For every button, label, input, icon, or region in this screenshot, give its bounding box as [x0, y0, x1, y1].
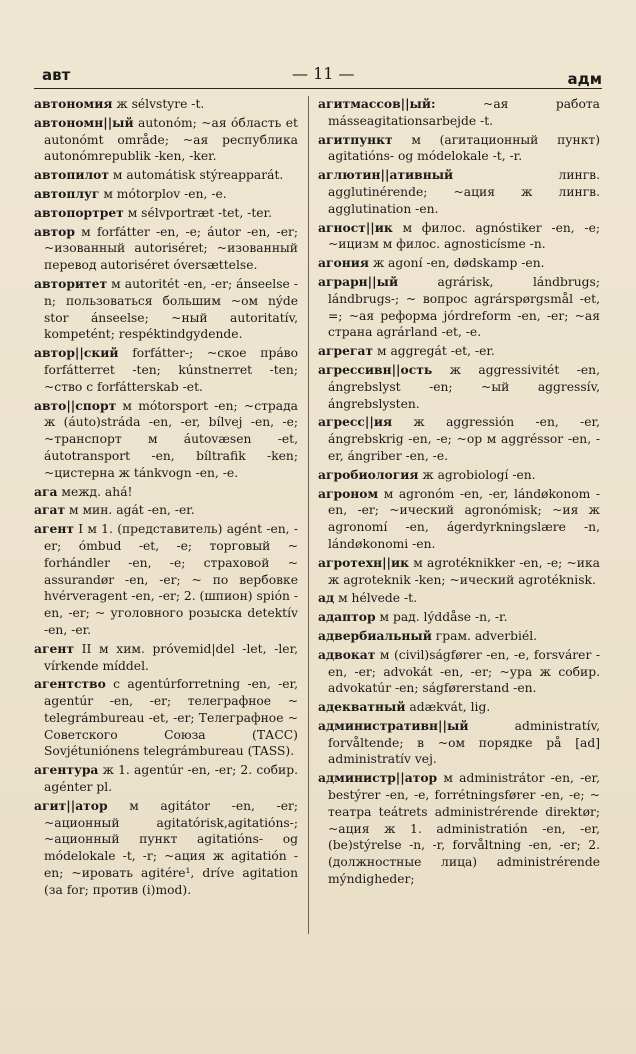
entry-headword: автор||ский	[34, 345, 119, 361]
dictionary-entry	[318, 167, 600, 217]
entry-definition: м (агитационный пункт) agitatións- og módelokale -t, -r.	[328, 132, 600, 164]
entry-headword: агент	[34, 521, 74, 537]
dictionary-entry	[318, 414, 600, 464]
dictionary-entry	[34, 798, 298, 899]
dictionary-entry	[34, 762, 298, 796]
entry-headword: авто||спорт	[34, 397, 117, 413]
entry-headword: агония	[318, 255, 369, 271]
right-guide-word: адм	[567, 70, 602, 88]
entry-definition: м agitátor -en, -er; ~ационный agitatórisk,agitatións-; ~ационный пункт agitatións- og módelokale -t, -r; ~ация ж agitatión -en; ~ировать agitére¹, dríve agitation (за for; против (i)mod).	[44, 798, 298, 897]
entry-headword: агност||ик	[318, 219, 393, 235]
entry-headword: агресс||ия	[318, 414, 393, 430]
entry-definition: II м хим. próvemid|del -let, -ler, vírkende míddel.	[44, 641, 298, 673]
entry-headword: автопилот	[34, 167, 109, 183]
entry-headword: автор	[34, 223, 75, 239]
entry-definition: м мин. agát -en, -er.	[65, 503, 195, 518]
entry-headword: администр||атор	[318, 770, 438, 786]
entry-headword: аглютин||ативный	[318, 167, 454, 183]
entry-headword: авторитет	[34, 275, 108, 291]
dictionary-entry	[34, 676, 298, 760]
dictionary-entry	[318, 362, 600, 412]
dictionary-entry	[318, 647, 600, 697]
entry-headword: адвербиальный	[318, 627, 432, 643]
entry-definition: м autoritét -en, -er; ánseelse -n; пользоваться большим ~ом nýde stor ánseelse; ~ный autoritatív, kompetént; respéktindgydende.	[44, 276, 298, 342]
entry-definition: ж aggressivitét -en, ángrebslyst -en; ~ый aggressív, ángrebslysten.	[328, 362, 600, 411]
dictionary-entry	[318, 255, 600, 272]
entry-definition: ж agoní -en, dødskamp -en.	[368, 256, 545, 271]
entry-definition: м sélvportræt -tet, -ter.	[123, 205, 272, 220]
entry-definition: м филос. agnóstiker -en, -e; ~ицизм м филос. agnosticísme -n.	[328, 220, 600, 252]
dictionary-entry	[318, 132, 600, 166]
entry-headword: административн||ый	[318, 717, 469, 733]
entry-headword: адвокат	[318, 646, 376, 662]
entry-definition: м mótorsport -en; ~страда ж (áuto)stráda -en, -er, bílvej -en, -e; ~транспорт м áutovæsen -et, áutotransport -en, bíltrafik -ken; ~цистерна ж tánkvogn -en, -e.	[44, 398, 298, 480]
entry-definition: м hélvede -t.	[334, 591, 417, 606]
entry-headword: агат	[34, 502, 66, 518]
dictionary-entry	[318, 486, 600, 553]
entry-definition: м (civil)ságfører -en, -e, forsvárer -en, -er; advokát -en, -er; ~ура ж собир. advokatúr -en; ságførerstand -en.	[328, 647, 600, 696]
entry-headword: агрегат	[318, 343, 374, 359]
entry-definition: ~ая работа másseagitationsarbejde -t.	[328, 97, 600, 128]
header-rule	[34, 88, 602, 89]
entry-headword: автоплуг	[34, 185, 100, 201]
dictionary-entry	[34, 96, 298, 113]
dictionary-entry	[34, 115, 298, 165]
dictionary-entry	[318, 770, 600, 888]
entry-headword: агит||атор	[34, 797, 108, 813]
entry-headword: агент	[34, 640, 74, 656]
dictionary-entry	[34, 521, 298, 639]
dictionary-entry	[34, 484, 298, 501]
entry-definition: ж 1. agentúr -en, -er; 2. собир. agénter pl.	[44, 763, 298, 795]
entry-headword: ага	[34, 483, 58, 499]
dictionary-entry	[318, 467, 600, 484]
entry-definition: adækvát, lig.	[405, 700, 491, 715]
entry-definition: м agronóm -en, -er, lándøkonom -en, -er; ~ический agronómisk; ~ия ж agronomí -en, ágerdyrkningslære -n, lándøkonomi -en.	[328, 486, 600, 551]
entry-definition: I м 1. (представитель) agént -en, -er; ómbud -et, -e; торговый ~ forhándler -en, -e; страховой ~ assurandør -en, -er; ~ по вербовке hvérveragent -en, -er; 2. (шпион) spión -en, -er; ~ уголовного розыска detektív -en, -er.	[44, 522, 298, 637]
dictionary-entry	[318, 555, 600, 589]
entry-definition: межд. ahá!	[57, 484, 133, 499]
dictionary-entry	[318, 274, 600, 341]
left-guide-word: авт	[42, 66, 71, 84]
entry-headword: ад	[318, 590, 335, 606]
entry-headword: аграрн||ый	[318, 273, 399, 289]
entry-definition: лингв. agglutinérende; ~ация ж лингв. agglutination -en.	[328, 168, 600, 216]
entry-definition: ж agrobiologí -en.	[418, 467, 536, 482]
entry-headword: агитпункт	[318, 131, 393, 147]
dictionary-entry	[318, 590, 600, 607]
entry-definition: м рад. lýddåse -n, -r.	[375, 610, 508, 625]
entry-headword: агитмассов||ый:	[318, 96, 436, 111]
entry-headword: адекватный	[318, 699, 406, 715]
entry-definition: м forfátter -en, -e; áutor -en, -er; ~изованный autoriséret; ~изованный перевод autoriséret óversættelse.	[44, 224, 298, 273]
entry-headword: адаптор	[318, 609, 376, 625]
dictionary-entry	[34, 167, 298, 184]
right-column	[318, 96, 600, 890]
dictionary-entry	[318, 718, 600, 768]
entry-definition: agrárisk, lándbrugs; lándbrugs-; ~ вопрос agrárspørgsmål -et, =; ~ая реформа jórdreform -en, -er; ~ая страна agrárland -et, -e.	[328, 274, 600, 340]
entry-definition: м agrotéknikker -en, -e; ~ика ж agroteknik -ken; ~ический agrotéknisk.	[328, 555, 600, 587]
entry-headword: автопортрет	[34, 204, 124, 220]
dictionary-entry	[318, 628, 600, 645]
page-number: — 11 —	[292, 64, 355, 83]
entry-definition: ж aggressión -en, -er, ángrebskrig -en, -e; ~ор м aggréssor -en, -er, ángriber -en, -e.	[328, 415, 600, 463]
dictionary-entry	[318, 220, 600, 254]
left-column	[34, 96, 298, 901]
entry-definition: ж sélvstyre -t.	[112, 97, 205, 111]
dictionary-entry	[318, 343, 600, 360]
entry-headword: агроном	[318, 485, 379, 501]
dictionary-entry	[34, 276, 298, 343]
entry-definition: грам. adverbiél.	[431, 628, 538, 643]
entry-definition: м mótorplov -en, -e.	[99, 186, 227, 201]
entry-headword: агротехн||ик	[318, 554, 410, 570]
dictionary-entry	[318, 699, 600, 716]
dictionary-entry	[34, 398, 298, 482]
entry-definition: autonóm; ~ая óбласть et autonómt område; ~ая республика autonómrepublik -ken, -ker.	[44, 115, 298, 164]
dictionary-entry	[34, 345, 298, 395]
column-divider	[308, 96, 309, 934]
entry-headword: автономн||ый	[34, 114, 134, 130]
entry-definition: м aggregát -et, -er.	[373, 344, 495, 359]
dictionary-entry	[318, 609, 600, 626]
entry-definition: forfátter-; ~ское прáво forfátterret -ten; kúnstnerret -ten; ~ство с forfátterskab -et.	[44, 346, 298, 394]
dictionary-entry	[34, 641, 298, 675]
entry-headword: агентство	[34, 676, 106, 692]
entry-headword: агентура	[34, 762, 99, 778]
dictionary-entry	[318, 96, 600, 130]
dictionary-entry	[34, 186, 298, 203]
entry-headword: автономия	[34, 96, 113, 111]
entry-definition: с agentúrforretning -en, -er, agentúr -en, -er; телеграфное ~ telegrámbureau -et, -er; Телеграфное ~ Советского Союза (ТАСС) Sovjétuniónens telegrámbureau (TASS).	[44, 677, 298, 759]
dictionary-entry	[34, 205, 298, 222]
dictionary-entry	[34, 224, 298, 274]
entry-headword: агробиология	[318, 466, 419, 482]
entry-definition: administratív, forvåltende; в ~ом порядке på [ad] administratív vej.	[328, 718, 600, 767]
entry-definition: м administrátor -en, -er, bestýrer -en, -e, forrétningsfører -en, -e; ~ театра teátrets administrérende direktør; ~ация ж 1. administratión -en, -er, (be)stýrelse -n, -r, forvåltning -en, -er; 2. (должностные лица) administrérende mýndigheder;	[328, 771, 600, 887]
entry-definition: м automátisk stýreapparát.	[108, 168, 284, 183]
dictionary-entry	[34, 502, 298, 519]
entry-headword: агрессивн||ость	[318, 361, 433, 377]
page-header	[34, 64, 602, 88]
